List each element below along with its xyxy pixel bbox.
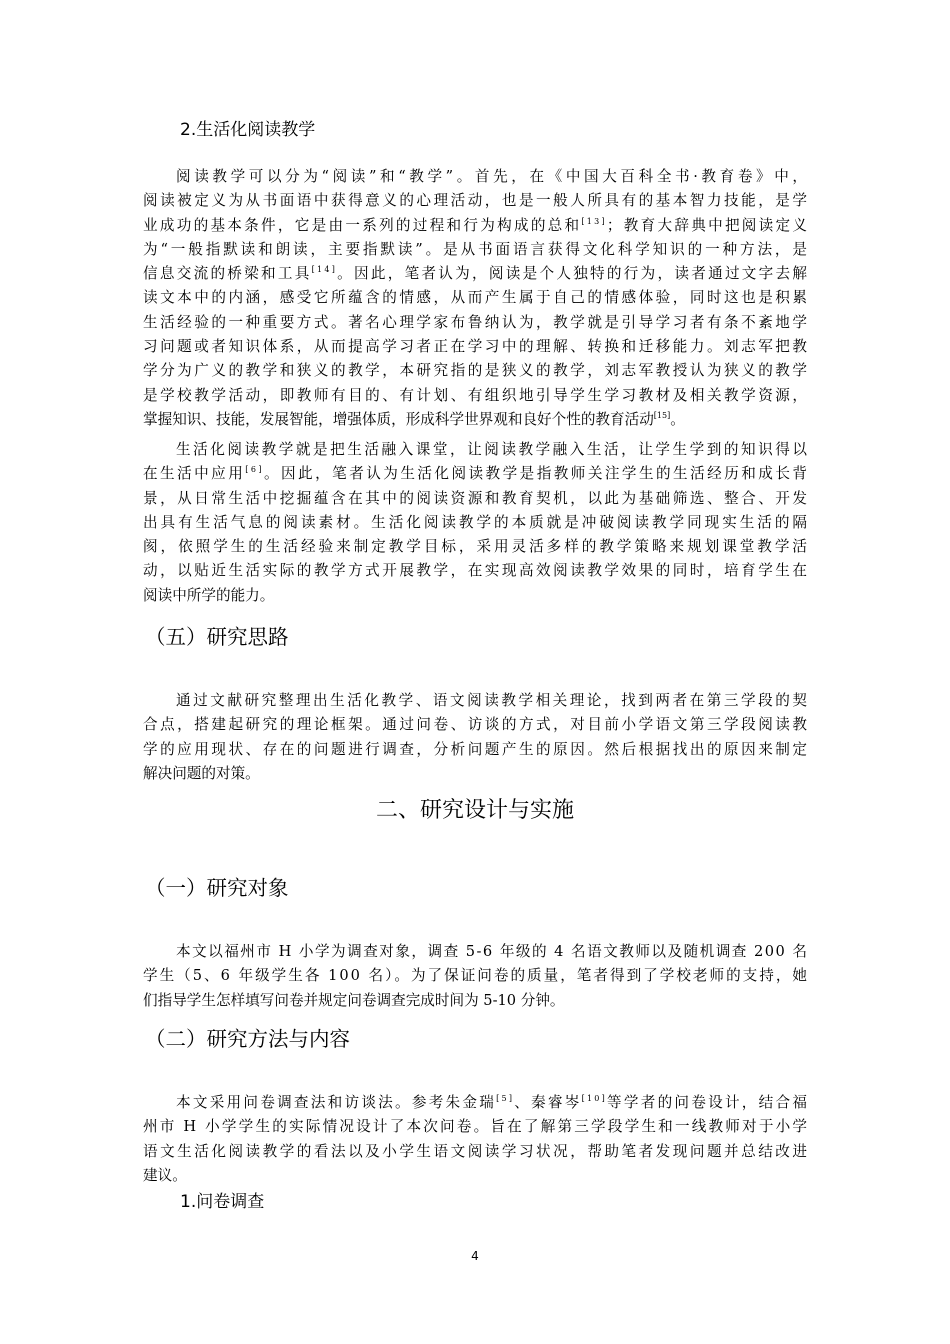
- citation-ref: [5]: [496, 1094, 515, 1103]
- text-line: 阅读中所学的能力。: [143, 586, 275, 604]
- citation-ref: [6]: [245, 465, 264, 475]
- text-line: 通过文献研究整理出生活化教学、语文阅读教学相关理论，找到两者在第三学段的契: [176, 692, 810, 709]
- text-line: 语文生活化阅读教学的看法以及小学生语文阅读学习状况，帮助笔者发现问题并总结改进: [143, 1142, 810, 1160]
- text-line: 在生活中应用[6]。因此，笔者认为生活化阅读教学是指教师关注学生的生活经历和成长背: [143, 465, 810, 483]
- text-line: 本文以福州市 H 小学为调查对象，调查 5-6 年级的 4 名语文教师以及随机调查 200 名: [176, 943, 809, 960]
- citation-ref: [10]: [581, 1094, 608, 1103]
- paragraph-research-approach: [143, 689, 810, 786]
- text-line: 学分为广义的教学和狭义的教学，本研究指的是狭义的教学，刘志军教授认为狭义的教学: [143, 362, 810, 380]
- section-heading-research-subjects: （一）研究对象: [145, 876, 289, 900]
- text-line: 学的应用现状、存在的问题进行调查，分析问题产生的原因。然后根据找出的原因来制定: [143, 740, 810, 758]
- paragraph-reading-teaching: [143, 165, 811, 432]
- subsection-heading-questionnaire: 1.问卷调查: [180, 1192, 265, 1212]
- text-line: 生活化阅读教学就是把生活融入课堂，让阅读教学融入生活，让学生学到的知识得以: [176, 441, 810, 458]
- text-line: 州市 H 小学学生的实际情况设计了本次问卷。旨在了解第三学段学生和一线教师对于小学: [143, 1118, 810, 1136]
- text-line: 读文本中的内涵，感受它所蕴含的情感，从而产生属于自己的情感体验，同时这也是积累: [143, 289, 810, 307]
- text-line: 解决问题的对策。: [143, 764, 260, 782]
- text-line: 阅读教学可以分为“阅读”和“教学”。首先，在《中国大百科全书·教育卷》中，: [176, 168, 811, 185]
- text-line: 习问题或者知识体系，从而提高学习者正在学习中的理解、转换和迁移能力。刘志军把教: [143, 338, 810, 356]
- paragraph-research-subjects: [143, 940, 807, 1013]
- text-line: 动，以贴近生活实际的教学方式开展教学，在实现高效阅读教学效果的同时，培育学生在: [143, 562, 810, 580]
- text-line: 为“一般指默读和朗读，主要指默读”。是从书面语言获得文化科学知识的一种方法，是: [143, 240, 810, 258]
- text-line: 出具有生活气息的阅读素材。生活化阅读教学的本质就是冲破阅读教学同现实生活的隔: [143, 513, 810, 531]
- paragraph-methods-content: [143, 1091, 810, 1188]
- text-line: 掌握知识、技能，发展智能，增强体质，形成科学世界观和良好个性的教育活动[15]。: [143, 410, 685, 428]
- citation-ref: [14]: [311, 265, 338, 275]
- text-line: 是学校教学活动，即教师有目的、有计划、有组织地引导学生学习教材及相关教学资源，: [143, 386, 810, 404]
- chapter-heading-design-implementation: 二、研究设计与实施: [375, 798, 574, 823]
- text-line: 业成功的基本条件，它是由一系列的过程和行为构成的总和[13]；教育大辞典中把阅读定义: [143, 216, 810, 234]
- text-line: 们指导学生怎样填写问卷并规定问卷调查完成时间为 5-10 分钟。: [143, 991, 565, 1009]
- text-line: 信息交流的桥梁和工具[14]。因此，笔者认为，阅读是个人独特的行为，读者通过文字去解: [143, 265, 810, 283]
- text-line: 建议。: [143, 1166, 187, 1184]
- text-line: 合点，搭建起研究的理论框架。通过问卷、访谈的方式，对目前小学语文第三学段阅读教: [143, 716, 810, 734]
- paragraph-living-reading-definition: [143, 438, 810, 608]
- page-number: 4: [471, 1249, 479, 1263]
- subsection-heading-living-reading: 2.生活化阅读教学: [180, 120, 316, 140]
- citation-ref: [13]: [581, 216, 607, 226]
- citation-ref: [15]: [653, 410, 671, 420]
- text-line: 阅读被定义为从书面语中获得意义的心理活动，也是一般人所具有的基本智力技能，是学: [143, 192, 810, 210]
- text-line: 本文采用问卷调查法和访谈法。参考朱金瑞[5]、秦睿岑[10]等学者的问卷设计，结合福: [176, 1094, 810, 1111]
- section-heading-research-approach: （五）研究思路: [145, 625, 289, 649]
- text-line: 阂，依照学生的生活经验来制定教学目标，采用灵活多样的教学策略来规划课堂教学活: [143, 538, 810, 556]
- text-line: 生活经验的一种重要方式。著名心理学家布鲁纳认为，教学就是引导学习者有条不紊地学: [143, 313, 810, 331]
- text-line: 景，从日常生活中挖掘蕴含在其中的阅读资源和教育契机，以此为基础筛选、整合、开发: [143, 489, 810, 507]
- text-line: 学生（5、6 年级学生各 100 名）。为了保证问卷的质量，笔者得到了学校老师的支持，她: [143, 967, 809, 985]
- section-heading-methods-content: （二）研究方法与内容: [145, 1027, 350, 1051]
